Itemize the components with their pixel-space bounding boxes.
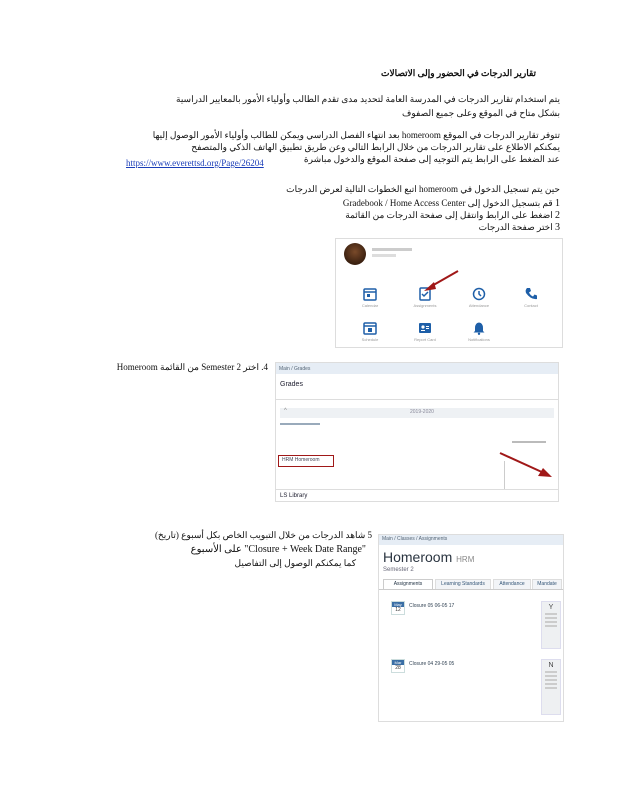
step-2-num: 2 <box>555 210 560 221</box>
score-badge <box>541 659 561 715</box>
schedule-icon[interactable] <box>363 321 377 335</box>
bell-icon[interactable] <box>472 321 486 335</box>
homeroom-subtitle: Semester 2 <box>383 567 414 573</box>
calendar-icon[interactable] <box>363 287 377 301</box>
para1-line1: يتم استخدام تقارير الدرجات في المدرسة العامة لتحديد مدى تقدم الطالب وأولياء الأمور بالمعايير الدراسية <box>176 94 560 104</box>
user-name-bar <box>372 248 412 251</box>
report-card-icon[interactable] <box>418 321 432 335</box>
assignment-label[interactable]: Closure 04 29-05 05 <box>409 661 455 667</box>
homeroom-breadcrumb[interactable]: Main / Classes / Assignments <box>382 536 448 542</box>
step-1-num: 1 <box>555 198 560 209</box>
date-badge <box>391 601 405 615</box>
semester-underline <box>280 423 320 425</box>
step-5-text: شاهد الدرجات من خلال التبويب الخاص بكل أسبوع (تاريخ) <box>154 530 366 540</box>
step-4 <box>117 362 268 373</box>
everett-link[interactable]: https://www.everettsd.org/Page/26204 <box>126 158 264 168</box>
date-badge-month: Mar <box>392 660 404 665</box>
attendance-icon[interactable] <box>472 287 486 301</box>
tile-label-contact: Contact <box>524 303 538 308</box>
assignment-label[interactable]: Closure 05 06-05 17 <box>409 603 455 609</box>
grades-heading: Grades <box>280 381 303 388</box>
phone-icon[interactable] <box>524 287 538 301</box>
step-2-text: اضغط على الرابط وانتقل إلى صفحة الدرجات من القائمة <box>345 210 553 220</box>
tile-label-assignments: Assignments <box>413 303 437 308</box>
tab-attendance[interactable]: Attendance <box>493 579 531 589</box>
page-title: تقارير الدرجات في الحضور وإلى الاتصالات <box>381 68 536 78</box>
homeroom-row-highlight[interactable] <box>278 455 334 467</box>
semester-bar-label: 2019-2020 <box>410 409 434 415</box>
grades-screenshot <box>275 362 559 502</box>
date-badge <box>391 659 405 673</box>
homeroom-tabs <box>379 577 563 590</box>
homeroom-screenshot <box>378 534 564 722</box>
tile-label-schedule: Schedule <box>361 337 379 342</box>
date-badge-day: 28 <box>395 665 401 671</box>
tab-assignments[interactable]: Assignments <box>383 579 433 589</box>
homeroom-title-text: Homeroom <box>383 549 453 565</box>
avatar <box>344 243 366 265</box>
grades-divider <box>276 399 558 400</box>
tab-learning-standards[interactable]: Learning Standards <box>435 579 491 589</box>
step-3 <box>479 222 560 233</box>
grades-footer: LS Library <box>280 493 308 499</box>
grades-breadcrumb[interactable]: Main / Grades <box>279 366 311 372</box>
step-3-text: اختر صفحة الدرجات <box>478 222 553 232</box>
homeroom-title <box>383 549 474 565</box>
tile-label-attendance: Attendance <box>468 303 490 308</box>
step-3-num: 3 <box>555 222 560 233</box>
step-5-line2: "Closure + Week Date Range" على الأسبوع <box>190 544 366 555</box>
user-id-bar <box>372 254 396 257</box>
app-home-screenshot <box>335 238 563 348</box>
step-1 <box>343 198 560 209</box>
para2-line3: عند الضغط على الرابط يتم التوجيه إلى صفحة الموقع والدخول مباشرة <box>303 154 560 164</box>
semester-bar[interactable] <box>280 408 554 418</box>
column-header-bar <box>512 441 546 443</box>
step-2 <box>345 210 560 221</box>
steps-intro: حين يتم تسجيل الدخول في homeroom اتبع الخطوات التالية لعرض الدرجات <box>286 184 560 194</box>
tile-label-calendar: Calendar <box>361 303 379 308</box>
step-4-num: 4. <box>261 362 268 372</box>
para1-line2: بشكل متاح في الموقع وعلى جميع الصفوف <box>402 108 560 118</box>
grades-divider-bottom <box>276 489 558 490</box>
para2-line2: يمكنكم الاطلاع على تقارير الدرجات من خلال الرابط التالي وعن طريق تطبيق الهاتف الذكي والمتصفح <box>191 142 560 152</box>
step-5-num: 5 <box>367 530 372 540</box>
step-5-line3: كما يمكنكم الوصول إلى التفاصيل <box>234 558 356 568</box>
step-1-text: قم بتسجيل الدخول إلى Gradebook / Home Access Center <box>342 198 553 208</box>
score-badge <box>541 601 561 649</box>
date-badge-month: May <box>392 602 404 607</box>
step-4-text: اختر Semester 2 من القائمة Homeroom <box>116 362 259 372</box>
score-badge-letter: N <box>548 662 554 669</box>
tile-label-report-card: Report Card <box>414 337 436 342</box>
step-5-line1 <box>155 530 372 541</box>
grades-topbar <box>276 363 558 374</box>
chevron-up-icon[interactable]: ^ <box>284 408 287 414</box>
para2-line1: تتوفر تقارير الدرجات في الموقع homeroom بعد انتهاء الفصل الدراسي ويمكن للطالب وأولياء الأمور الوصول إليها <box>152 130 560 140</box>
tile-label-notifications: Notifications <box>468 337 490 342</box>
score-badge-letter: Y <box>548 604 554 611</box>
date-badge-day: 12 <box>395 607 401 613</box>
red-arrow-icon <box>422 269 462 293</box>
homeroom-row-label: HRM Homeroom <box>282 457 320 463</box>
homeroom-title-suffix: HRM <box>456 555 475 564</box>
red-arrow-icon <box>498 449 554 483</box>
tab-mandate[interactable]: Mandate <box>532 579 562 589</box>
